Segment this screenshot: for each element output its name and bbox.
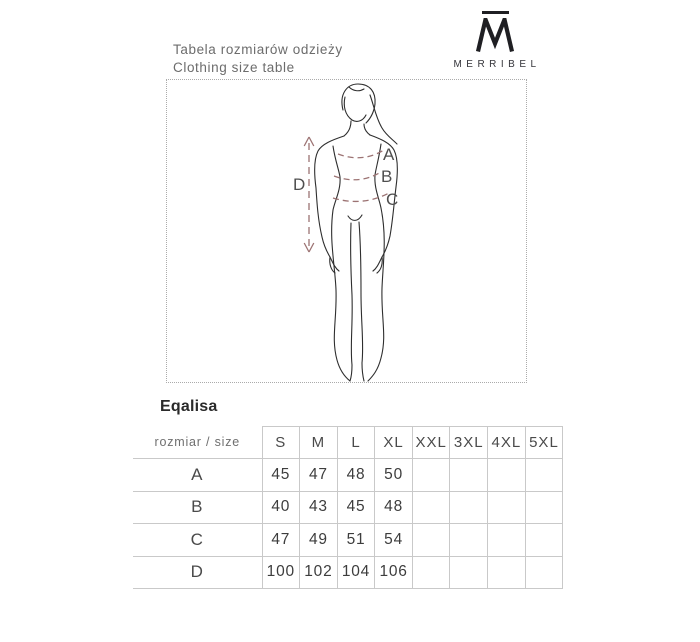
brand-m-icon — [475, 18, 515, 53]
size-value-cell: 102 — [300, 556, 338, 588]
size-value-cell — [412, 556, 450, 588]
measure-label-d: D — [293, 175, 307, 194]
measurement-row-label: C — [133, 524, 262, 556]
brand-name: MERRIBEL — [453, 59, 541, 70]
size-value-cell — [412, 524, 450, 556]
measure-label-b: B — [381, 167, 394, 186]
logo-overline — [482, 11, 509, 14]
page-subtitle-pl: Tabela rozmiarów odzieży — [173, 42, 343, 57]
size-value-cell: 100 — [262, 556, 300, 588]
measure-label-a: A — [383, 145, 396, 164]
size-value-cell: 54 — [375, 524, 413, 556]
measurement-row-label: B — [133, 491, 262, 523]
size-value-cell: 50 — [375, 459, 413, 491]
product-name: Eqalisa — [160, 398, 218, 415]
size-column-header: XXL — [412, 427, 450, 459]
size-value-cell: 47 — [300, 459, 338, 491]
page-subtitle — [173, 41, 343, 77]
measure-label-c: C — [386, 190, 400, 209]
size-value-cell — [525, 556, 563, 588]
size-table-row — [133, 459, 563, 491]
measurement-line-a — [338, 150, 384, 158]
size-value-cell — [450, 491, 488, 523]
measurement-row-label: D — [133, 556, 262, 588]
size-value-cell — [488, 491, 526, 523]
size-table-row — [133, 524, 563, 556]
measurement-line-c — [333, 193, 389, 201]
brand-logo — [449, 11, 541, 70]
size-column-header: 3XL — [450, 427, 488, 459]
size-value-cell — [488, 556, 526, 588]
size-value-cell — [525, 491, 563, 523]
size-table-header-row — [133, 427, 563, 459]
size-value-cell — [450, 459, 488, 491]
size-value-cell — [488, 459, 526, 491]
size-column-header: XL — [375, 427, 413, 459]
size-table — [133, 426, 563, 589]
size-value-cell: 104 — [337, 556, 375, 588]
size-value-cell — [450, 556, 488, 588]
size-value-cell: 45 — [262, 459, 300, 491]
size-value-cell: 51 — [337, 524, 375, 556]
size-value-cell — [412, 491, 450, 523]
size-value-cell: 48 — [337, 459, 375, 491]
size-value-cell: 49 — [300, 524, 338, 556]
size-column-header: L — [337, 427, 375, 459]
size-value-cell — [450, 524, 488, 556]
body-outline-icon — [315, 84, 398, 381]
size-value-cell: 48 — [375, 491, 413, 523]
size-value-cell: 43 — [300, 491, 338, 523]
size-figure-box — [166, 79, 527, 383]
size-value-cell: 47 — [262, 524, 300, 556]
figure-sketch — [167, 80, 526, 382]
size-table-row — [133, 491, 563, 523]
measurement-line-b — [334, 172, 381, 180]
size-table-row — [133, 556, 563, 588]
size-value-cell: 40 — [262, 491, 300, 523]
size-column-header: 5XL — [525, 427, 563, 459]
size-value-cell — [525, 459, 563, 491]
measurement-row-label: A — [133, 459, 262, 491]
size-value-cell — [412, 459, 450, 491]
page-subtitle-en: Clothing size table — [173, 60, 295, 75]
size-value-cell — [488, 524, 526, 556]
size-value-cell: 45 — [337, 491, 375, 523]
size-column-header: M — [300, 427, 338, 459]
size-value-cell — [525, 524, 563, 556]
size-table-body — [133, 459, 563, 589]
size-value-cell: 106 — [375, 556, 413, 588]
size-table-header-label: rozmiar / size — [133, 427, 262, 459]
size-column-header: 4XL — [488, 427, 526, 459]
size-column-header: S — [262, 427, 300, 459]
